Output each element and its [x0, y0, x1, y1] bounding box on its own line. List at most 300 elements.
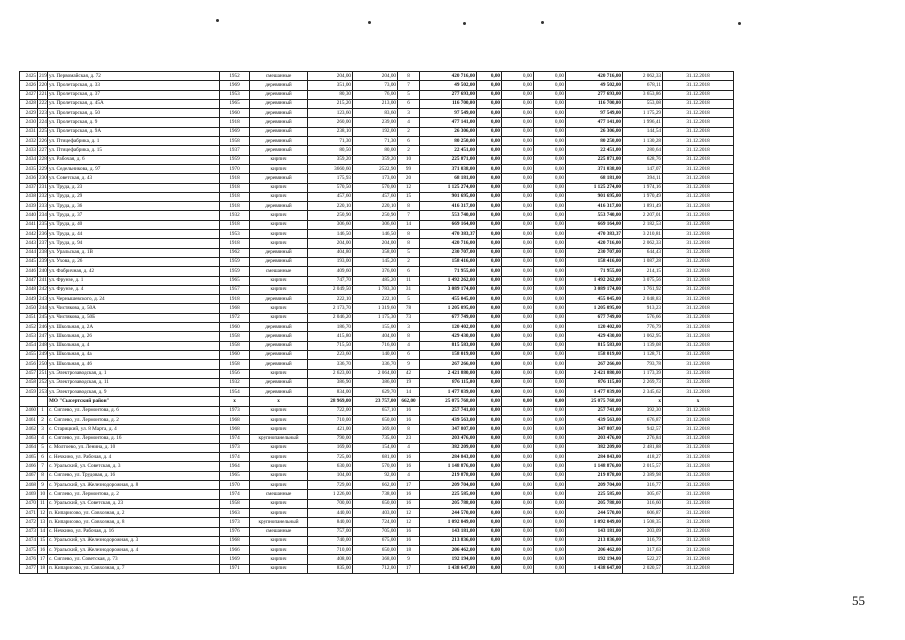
table-cell: 3 089 174,00 [566, 285, 623, 294]
table-cell: 669 164,00 [566, 220, 623, 229]
table-cell: 249 [38, 350, 48, 359]
table-cell: 1918 [220, 202, 250, 211]
table-cell: 630,00 [308, 462, 353, 471]
table-cell: 213 836,00 [420, 536, 477, 545]
table-cell: 650,00 [353, 546, 398, 555]
table-cell: 0,00 [477, 508, 502, 517]
table-cell: 8 [38, 471, 48, 480]
table-cell: 1 130,28 [623, 137, 663, 146]
table-cell: 306,60 [308, 220, 353, 229]
table-cell: ул. Седельникова, д. 97 [48, 164, 220, 173]
table-cell: 2445 [20, 257, 38, 266]
table-cell: 382 209,00 [420, 443, 477, 452]
table-cell: 1974 [220, 490, 250, 499]
table-cell: 0,00 [534, 332, 566, 341]
table-cell: 1918 [220, 192, 250, 201]
table-cell: 0,00 [477, 350, 502, 359]
table-cell: ул. Электрозаводская, д. 1 [48, 369, 220, 378]
table-cell: 876 115,00 [566, 378, 623, 387]
table-cell: 1965 [220, 99, 250, 108]
table-cell: 470 383,37 [566, 230, 623, 239]
table-cell: 0,00 [502, 323, 534, 332]
table-cell: 735,00 [353, 434, 398, 443]
table-cell: 31.12.2018 [663, 341, 734, 350]
table-cell: 2 623,00 [308, 369, 353, 378]
table-cell: 4 [398, 118, 420, 127]
table-cell: 1958 [220, 137, 250, 146]
table-cell: 0,00 [477, 239, 502, 248]
table-cell: 12 [398, 508, 420, 517]
table-cell: 31.12.2018 [663, 462, 734, 471]
table-cell: 1 492 262,00 [420, 276, 477, 285]
table-cell: 220 [38, 81, 48, 90]
table-cell: 155,00 [353, 323, 398, 332]
table-cell: 1932 [220, 378, 250, 387]
table-cell: 0,00 [534, 313, 566, 322]
table-cell: 0,00 [534, 471, 566, 480]
table-cell: 4 [398, 341, 420, 350]
table-cell: 225 585,00 [420, 490, 477, 499]
table-cell: 0,00 [502, 332, 534, 341]
table-cell: 0,00 [502, 313, 534, 322]
table-cell: 2447 [20, 276, 38, 285]
table-cell: 0,00 [502, 137, 534, 146]
table-cell: ул. Пролетарская, д. 37 [48, 90, 220, 99]
table-cell: 144,54 [623, 127, 663, 136]
table-cell: 0,00 [477, 164, 502, 173]
table-cell: 2433 [20, 146, 38, 155]
table-cell: 477 141,00 [566, 118, 623, 127]
table-cell: 1 125 274,00 [420, 183, 477, 192]
table-cell: кирпич [250, 481, 308, 490]
table-cell: 31.12.2018 [663, 481, 734, 490]
table-cell: 1965 [220, 276, 250, 285]
table-cell: 7 [38, 462, 48, 471]
table-cell: деревянный [250, 81, 308, 90]
table-cell: деревянный [250, 248, 308, 257]
table-cell: 0,00 [477, 481, 502, 490]
table-cell: 219 878,00 [566, 471, 623, 480]
table-cell: 0,00 [502, 276, 534, 285]
table-cell: 2464 [20, 443, 38, 452]
table-row [20, 230, 734, 239]
table-cell: х [250, 397, 308, 406]
table-cell: смешанные [250, 490, 308, 499]
table-row [20, 555, 734, 564]
table-cell: 2441 [20, 220, 38, 229]
table-cell: 2 [38, 415, 48, 424]
table-cell: 0,00 [502, 388, 534, 397]
table-cell: 7 [398, 211, 420, 220]
table-cell: 0,00 [534, 257, 566, 266]
table-cell: 0,00 [477, 406, 502, 415]
table-cell: 0,00 [534, 304, 566, 313]
table-cell: 2444 [20, 248, 38, 257]
table-cell: 2 062,33 [623, 72, 663, 81]
table-row [20, 406, 734, 415]
table-cell: 0,00 [502, 295, 534, 304]
table-cell: 31.12.2018 [663, 434, 734, 443]
housing-register-table [19, 71, 734, 574]
table-cell: 0,00 [477, 490, 502, 499]
table-cell: 420 716,00 [420, 239, 477, 248]
table-cell: деревянный [250, 127, 308, 136]
table-row [20, 174, 734, 183]
table-cell: 0,00 [502, 257, 534, 266]
table-cell: 2438 [20, 192, 38, 201]
table-cell: х [220, 397, 250, 406]
table-row [20, 127, 734, 136]
table-cell: 104,00 [308, 471, 353, 480]
table-cell: 1960 [220, 323, 250, 332]
table-cell: 8 [398, 425, 420, 434]
table-cell: 14 [38, 527, 48, 536]
table-cell: 2 269,73 [623, 378, 663, 387]
table-cell: 158 416,00 [566, 257, 623, 266]
table-cell: 2454 [20, 341, 38, 350]
table-cell: 31.12.2018 [663, 118, 734, 127]
table-cell: 16 [38, 546, 48, 555]
table-cell: 457,60 [353, 192, 398, 201]
table-cell: 675,00 [353, 536, 398, 545]
table-row [20, 295, 734, 304]
table-cell: 815 583,00 [566, 341, 623, 350]
table-cell: 15 [398, 192, 420, 201]
table-cell: 2466 [20, 462, 38, 471]
table-cell: 576,66 [623, 313, 663, 322]
table-cell: 1918 [220, 239, 250, 248]
table-cell: кирпич [250, 453, 308, 462]
table-cell: 2463 [20, 434, 38, 443]
table-cell: 2 015,57 [623, 462, 663, 471]
table-cell: 2455 [20, 350, 38, 359]
table-cell: 25 075 768,00 [420, 397, 477, 406]
table-cell: 710,00 [308, 546, 353, 555]
table-cell: кирпич [250, 183, 308, 192]
table-cell: 230 707,00 [566, 248, 623, 257]
table-row [20, 313, 734, 322]
table-cell: 213 836,00 [566, 536, 623, 545]
table-cell: 0,00 [477, 192, 502, 201]
table-cell: 0,00 [534, 118, 566, 127]
table-cell: 0,00 [502, 304, 534, 313]
table-cell: кирпич [250, 285, 308, 294]
table-cell: 409,60 [308, 267, 353, 276]
table-cell: 2 182,53 [623, 220, 663, 229]
table-cell: с. Уральский, ул. Советская, д. 3 [48, 462, 220, 471]
table-cell: 1 092 049,00 [566, 518, 623, 527]
table-row [20, 415, 734, 424]
table-cell: 71 955,00 [566, 267, 623, 276]
table-cell: 2467 [20, 471, 38, 480]
table-cell: 244 570,00 [420, 508, 477, 517]
table-cell: 31.12.2018 [663, 453, 734, 462]
table-cell: 0,00 [477, 453, 502, 462]
table-cell: 17 [38, 555, 48, 564]
table-cell: ул. Фрунзе, д. 1 [48, 276, 220, 285]
table-row [20, 378, 734, 387]
table-cell: 700,00 [308, 499, 353, 508]
table-cell: с. Нечкино, ул. Рабочая, д. 4 [48, 453, 220, 462]
table-cell: 439 563,00 [566, 415, 623, 424]
table-cell: 0,00 [477, 202, 502, 211]
table-cell: 18 [38, 564, 48, 573]
table-cell: 31.12.2018 [663, 99, 734, 108]
table-row [20, 211, 734, 220]
table-cell: ул. Пролетарская, д. 33 [48, 81, 220, 90]
table-cell: 13 [38, 518, 48, 527]
table-cell: 2448 [20, 285, 38, 294]
table-cell: 0,00 [477, 127, 502, 136]
table-cell: с. Уральский, ул. Железнодорожная, д. 8 [48, 481, 220, 490]
table-cell: 145,20 [353, 257, 398, 266]
table-cell: 0,00 [534, 202, 566, 211]
table-cell: с. Сиглево, ул. Советская, д. 73 [48, 555, 220, 564]
table-cell: 662,00 [398, 397, 420, 406]
table-cell: х [663, 397, 734, 406]
table-cell: кирпич [250, 164, 308, 173]
table-cell: 1969 [220, 127, 250, 136]
table-cell: ул. Школьная, д. 46 [48, 360, 220, 369]
table-cell: 158 416,00 [420, 257, 477, 266]
table-cell: 0,00 [502, 230, 534, 239]
table-cell: 7 [398, 81, 420, 90]
table-cell: 71,30 [308, 137, 353, 146]
table-cell: ул. Труда, д. 23 [48, 183, 220, 192]
table-cell: деревянный [250, 174, 308, 183]
table-cell: 1 761,92 [623, 285, 663, 294]
table-cell: 1968 [220, 304, 250, 313]
table-cell: 227 [38, 146, 48, 155]
table-cell: 1964 [220, 462, 250, 471]
table-cell: 49 502,00 [420, 81, 477, 90]
table-cell: 0,00 [502, 341, 534, 350]
table-cell: 1958 [220, 341, 250, 350]
table-cell: 0,00 [477, 443, 502, 452]
table-cell: 2443 [20, 239, 38, 248]
table-cell: 209 704,00 [566, 481, 623, 490]
table-cell: 31.12.2018 [663, 378, 734, 387]
table-cell: 204,00 [353, 239, 398, 248]
table-cell: 14 [398, 388, 420, 397]
table-cell: 31.12.2018 [663, 406, 734, 415]
table-cell: ул. Школьная, д. 4 [48, 341, 220, 350]
table-cell: 0,00 [534, 415, 566, 424]
table-cell: 725,00 [308, 453, 353, 462]
table-cell: 226 [38, 137, 48, 146]
table-cell: 1 205 095,00 [566, 304, 623, 313]
table-cell: 243 [38, 295, 48, 304]
table-cell: 31.12.2018 [663, 499, 734, 508]
table-cell: 28 969,00 [308, 397, 353, 406]
table-row [20, 546, 734, 555]
table-cell: 5 [398, 295, 420, 304]
table-cell: 677 749,00 [420, 313, 477, 322]
table-cell: 1974 [220, 453, 250, 462]
table-cell: 316,60 [623, 499, 663, 508]
table-cell: 1962 [220, 248, 250, 257]
table-cell: 1954 [220, 388, 250, 397]
table-cell: 724,00 [353, 518, 398, 527]
table-row [20, 536, 734, 545]
table-cell: 2477 [20, 564, 38, 573]
table-cell: 223 [38, 109, 48, 118]
table-cell: 0,00 [477, 360, 502, 369]
table-cell: 0,00 [534, 211, 566, 220]
table-cell: 31.12.2018 [663, 304, 734, 313]
table-cell: 31.12.2018 [663, 443, 734, 452]
table-cell: 0,00 [477, 546, 502, 555]
table-cell: 247 [38, 332, 48, 341]
table-cell: 2471 [20, 508, 38, 517]
table-cell: 49 502,00 [566, 81, 623, 90]
table-cell: 0,00 [502, 378, 534, 387]
table-cell: 22 451,00 [420, 146, 477, 155]
table-cell: 12 [398, 518, 420, 527]
table-cell: 10 [398, 155, 420, 164]
table-cell: 236 [38, 230, 48, 239]
table-cell: 2431 [20, 127, 38, 136]
table-cell: 230 [38, 174, 48, 183]
table-cell: 1 139,08 [623, 341, 663, 350]
table-cell: 2456 [20, 360, 38, 369]
table-cell: 146,50 [353, 230, 398, 239]
table-cell: ул. Школьная, д. 2А [48, 323, 220, 332]
table-cell: 0,00 [502, 406, 534, 415]
table-cell: 710,00 [308, 415, 353, 424]
table-cell: 1 492 262,00 [566, 276, 623, 285]
table-row [20, 202, 734, 211]
table-cell: 606,87 [623, 508, 663, 517]
table-cell: 1970 [220, 481, 250, 490]
table-cell [20, 397, 38, 406]
table-cell: 2430 [20, 118, 38, 127]
table-cell: 1958 [220, 499, 250, 508]
table-cell: кирпич [250, 462, 308, 471]
table-cell: 246 [38, 323, 48, 332]
table-cell: 260,00 [308, 118, 353, 127]
table-row [20, 304, 734, 313]
table-row [20, 499, 734, 508]
table-cell: 31.12.2018 [663, 508, 734, 517]
table-cell: 1 092 049,00 [420, 518, 477, 527]
table-row [20, 99, 734, 108]
table-cell: 0,00 [534, 536, 566, 545]
table-cell: 0,00 [534, 267, 566, 276]
table-cell: 80,00 [353, 146, 398, 155]
table-cell: 477 141,00 [420, 118, 477, 127]
table-cell: 0,00 [502, 462, 534, 471]
table-cell: 0,00 [477, 536, 502, 545]
table-cell: 215,20 [308, 99, 353, 108]
table-cell: 0,00 [477, 155, 502, 164]
table-cell: 219 878,00 [420, 471, 477, 480]
table-cell: п. Кипарисово, ул. Совхозная, д. 8 [48, 518, 220, 527]
table-cell: 205 788,00 [566, 499, 623, 508]
table-cell: 0,00 [477, 174, 502, 183]
table-cell: ул. Чернышевского, д. 24 [48, 295, 220, 304]
table-cell: 238,10 [308, 127, 353, 136]
table-row [20, 276, 734, 285]
table-row [20, 267, 734, 276]
table-cell: 31.12.2018 [663, 369, 734, 378]
table-cell: 942,57 [623, 425, 663, 434]
table-cell: 31.12.2018 [663, 146, 734, 155]
table-cell: смешанные [250, 527, 308, 536]
table-cell: деревянный [250, 388, 308, 397]
table-cell: 0,00 [477, 109, 502, 118]
table-cell: 351,00 [308, 81, 353, 90]
table-cell: 2440 [20, 211, 38, 220]
table-cell: 2459 [20, 388, 38, 397]
table-cell: 214,15 [623, 267, 663, 276]
table-cell: ул. Пролетарская, д. 9 [48, 118, 220, 127]
table-cell: 2472 [20, 518, 38, 527]
table-cell: 0,00 [534, 443, 566, 452]
table-cell: 1 974,16 [623, 183, 663, 192]
table-row [20, 490, 734, 499]
table-cell: 0,00 [477, 555, 502, 564]
table-cell: 662,00 [353, 481, 398, 490]
table-cell: 31.12.2018 [663, 220, 734, 229]
table-cell: кирпич [250, 443, 308, 452]
table-cell: 1 783,30 [353, 285, 398, 294]
table-cell: 2470 [20, 499, 38, 508]
table-row [20, 183, 734, 192]
table-cell: 0,00 [477, 267, 502, 276]
table-cell: 143 181,00 [420, 527, 477, 536]
table-row [20, 239, 734, 248]
table-cell: ул. Пролетарская, д. 9А [48, 127, 220, 136]
table-cell: 193,00 [308, 257, 353, 266]
table-cell: 16 [398, 527, 420, 536]
table-cell: 2446 [20, 267, 38, 276]
table-cell: 1 173,39 [623, 369, 663, 378]
table-cell: 257 741,00 [566, 406, 623, 415]
table-cell: 78 [398, 304, 420, 313]
table-cell: 31.12.2018 [663, 555, 734, 564]
table-cell: 1953 [220, 230, 250, 239]
table-cell: 1969 [220, 81, 250, 90]
table-cell: кирпич [250, 536, 308, 545]
table-cell: 225 871,00 [566, 155, 623, 164]
table-cell: 1 438 647,00 [566, 564, 623, 573]
table-cell: 0,00 [477, 527, 502, 536]
table-cell: 0,00 [502, 536, 534, 545]
table-cell: 439 563,00 [420, 415, 477, 424]
table-cell: кирпич [250, 304, 308, 313]
table-cell: 0,00 [502, 81, 534, 90]
table-cell: кирпич [250, 220, 308, 229]
table-cell: 0,00 [477, 332, 502, 341]
table-cell: 359,20 [353, 155, 398, 164]
table-cell: деревянный [250, 350, 308, 359]
table-cell: 277 693,00 [566, 90, 623, 99]
table-cell: 0,00 [534, 109, 566, 118]
table-cell: 284 843,00 [566, 453, 623, 462]
table-cell: 31.12.2018 [663, 137, 734, 146]
table-cell: 31.12.2018 [663, 164, 734, 173]
table-cell: 2432 [20, 137, 38, 146]
table-cell: 31.12.2018 [663, 490, 734, 499]
table-cell: 219 [38, 72, 48, 81]
table-cell [38, 397, 48, 406]
table-cell: 2 048,83 [623, 295, 663, 304]
table-cell: 0,00 [502, 248, 534, 257]
table-cell: 0,00 [502, 360, 534, 369]
table-cell: 31.12.2018 [663, 536, 734, 545]
table-cell: 17 [398, 564, 420, 573]
